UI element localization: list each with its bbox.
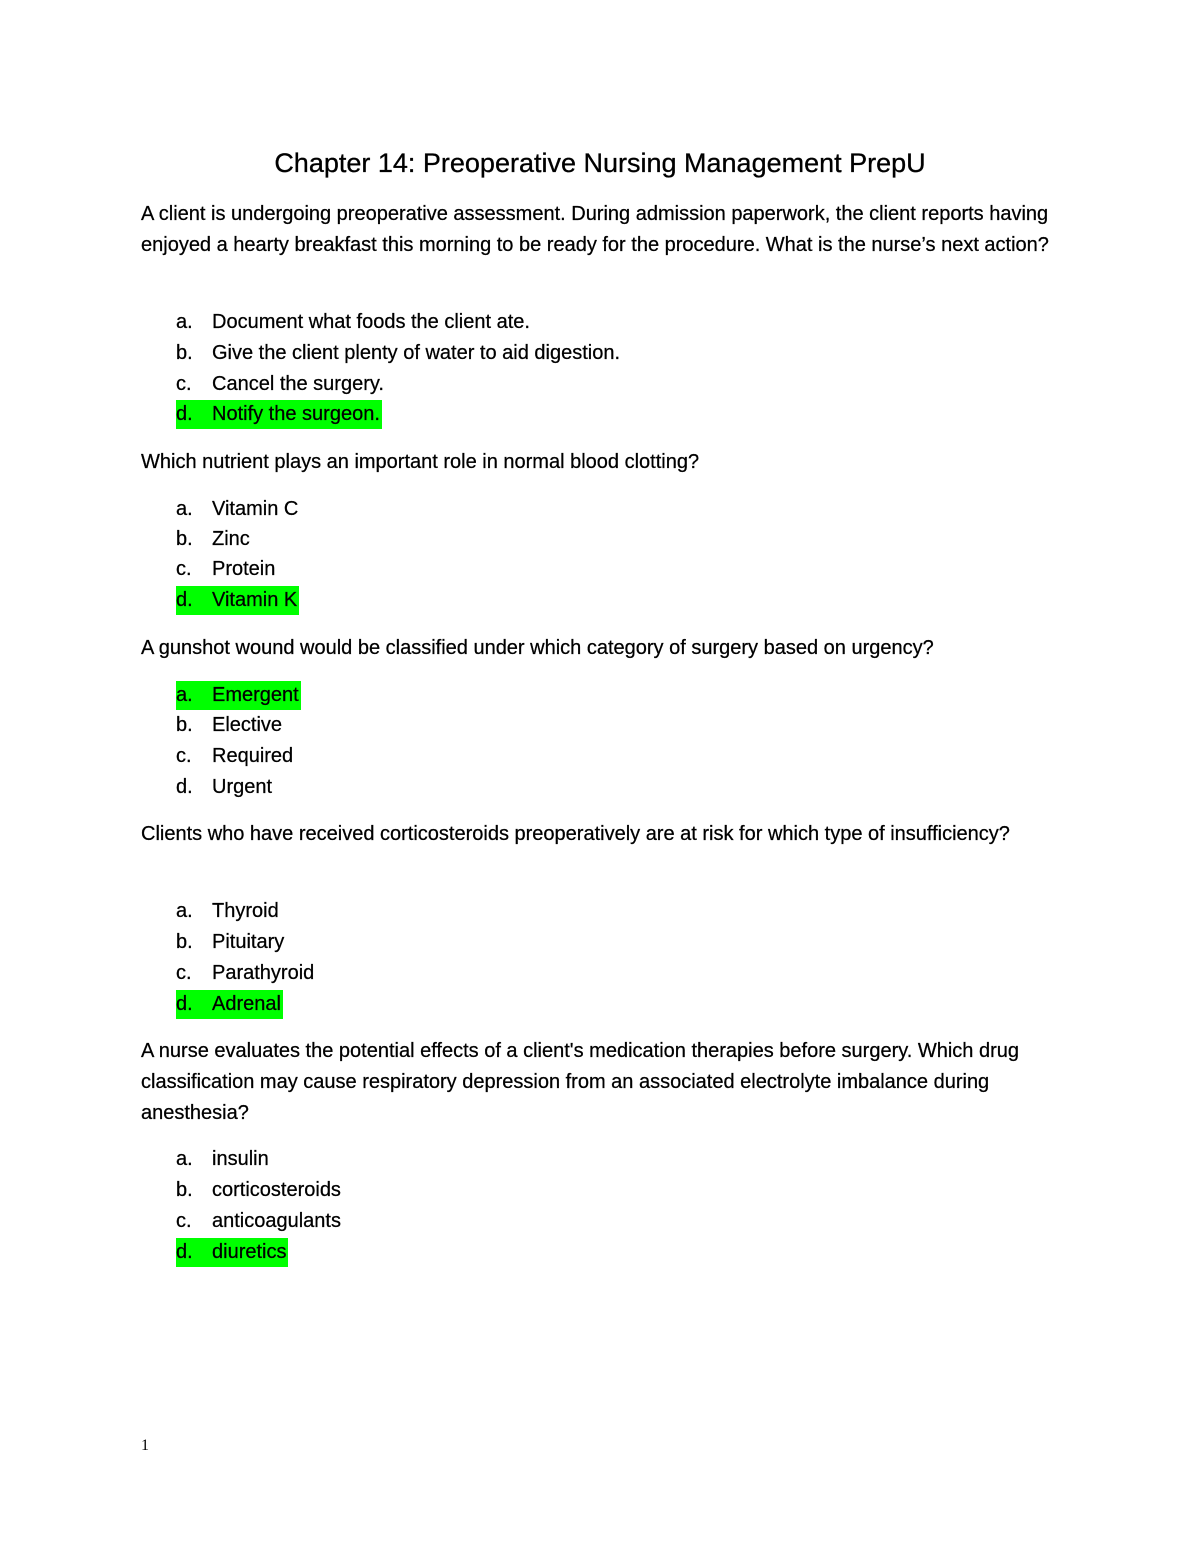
question-2-option-b — [176, 525, 250, 554]
option-letter: c. — [176, 373, 192, 395]
question-1-text: A client is undergoing preoperative assessment. During admission paperwork, the client reports having enjoyed a hearty breakfast this morning to be ready for the procedure. What is the nurse’s next action? — [141, 203, 1049, 256]
question-5-text: A nurse evaluates the potential effects of a client's medication therapies before surgery. Which drug classification may cause respiratory depression from an associated electrolyte imbalance during anesthesia? — [141, 1040, 1020, 1124]
question-4-option-d-highlighted-answer — [176, 990, 283, 1019]
option-letter: c. — [176, 558, 192, 580]
option-text: Vitamin C — [212, 498, 299, 520]
question-1-option-c — [176, 370, 384, 399]
option-letter: b. — [176, 1179, 193, 1201]
option-letter: c. — [176, 962, 192, 984]
question-4-text: Clients who have received corticosteroids preoperatively are at risk for which type of insufficiency? — [141, 823, 1010, 845]
option-text: Urgent — [212, 776, 273, 798]
option-text: Cancel the surgery. — [212, 373, 384, 395]
question-5-option-b — [176, 1176, 341, 1205]
option-letter: b. — [176, 931, 193, 953]
option-letter: d. — [176, 776, 193, 798]
option-text: diuretics — [212, 1241, 287, 1263]
option-text: Vitamin K — [212, 589, 298, 611]
option-letter: a. — [176, 498, 193, 520]
option-text: corticosteroids — [212, 1179, 341, 1201]
question-1-option-d-highlighted-answer — [176, 400, 382, 429]
option-letter: a. — [176, 311, 193, 333]
option-letter: a. — [176, 900, 193, 922]
option-letter: b. — [176, 528, 193, 550]
option-letter: b. — [176, 714, 193, 736]
option-text: Zinc — [212, 528, 250, 550]
option-letter: c. — [176, 745, 192, 767]
option-text: Document what foods the client ate. — [212, 311, 530, 333]
option-text: Notify the surgeon. — [212, 403, 380, 425]
page-number: 1 — [141, 1437, 149, 1454]
question-5-option-a — [176, 1145, 269, 1174]
question-3-option-d — [176, 773, 272, 802]
question-3-option-a-highlighted-answer — [176, 681, 301, 710]
question-4-option-b — [176, 928, 284, 957]
question-3-option-c — [176, 742, 293, 771]
question-1-option-b — [176, 339, 620, 368]
option-letter: a. — [176, 1148, 193, 1170]
option-letter: a. — [176, 684, 193, 706]
option-text: Pituitary — [212, 931, 285, 953]
option-text: anticoagulants — [212, 1210, 341, 1232]
option-letter: d. — [176, 589, 193, 611]
question-3-text: A gunshot wound would be classified under which category of surgery based on urgency? — [141, 637, 934, 659]
option-letter: c. — [176, 1210, 192, 1232]
option-text: Required — [212, 745, 294, 767]
option-text: insulin — [212, 1148, 269, 1170]
question-2-option-c — [176, 555, 275, 584]
option-letter: b. — [176, 342, 193, 364]
option-text: Give the client plenty of water to aid digestion. — [212, 342, 621, 364]
question-5-option-c — [176, 1207, 341, 1236]
question-4-option-a — [176, 897, 279, 926]
question-4-option-c — [176, 959, 314, 988]
question-5-option-d-highlighted-answer — [176, 1238, 288, 1267]
question-2-option-d-highlighted-answer — [176, 586, 299, 615]
option-letter: d. — [176, 1241, 193, 1263]
question-2-text: Which nutrient plays an important role in normal blood clotting? — [141, 451, 700, 473]
option-text: Protein — [212, 558, 276, 580]
option-text: Adrenal — [212, 993, 281, 1015]
option-text: Parathyroid — [212, 962, 315, 984]
question-1-option-a — [176, 308, 530, 337]
option-letter: d. — [176, 403, 193, 425]
question-3-option-b — [176, 711, 282, 740]
option-text: Elective — [212, 714, 283, 736]
option-text: Emergent — [212, 684, 299, 706]
option-text: Thyroid — [212, 900, 279, 922]
option-letter: d. — [176, 993, 193, 1015]
page-title: Chapter 14: Preoperative Nursing Management PrepU — [274, 148, 926, 178]
question-2-option-a — [176, 495, 298, 524]
